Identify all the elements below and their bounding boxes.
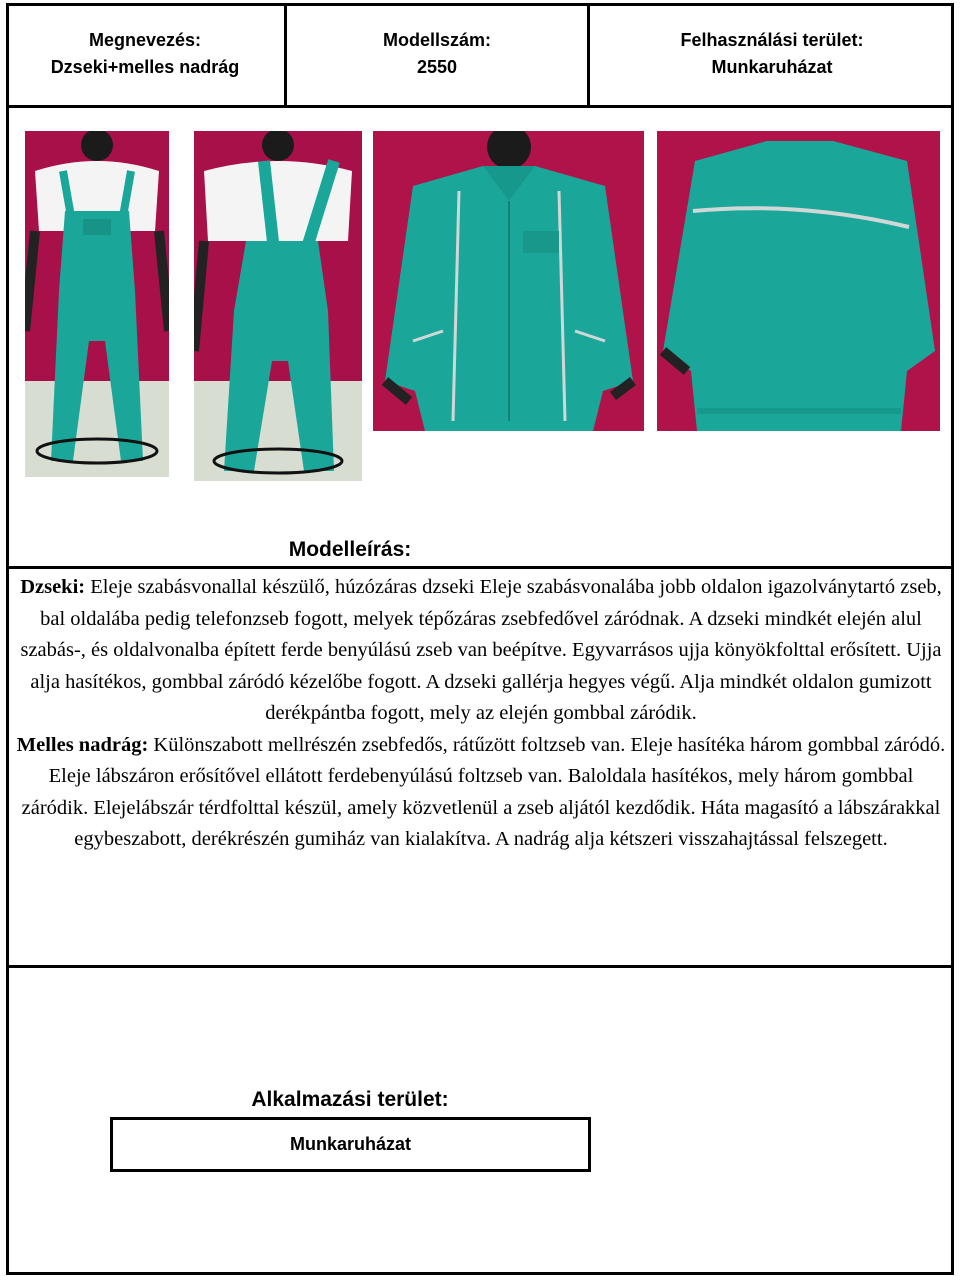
- application-box: [110, 1117, 591, 1172]
- jacket-back-photo: [657, 131, 940, 431]
- application-value: Munkaruházat: [289, 1134, 412, 1154]
- description-title: Modelleírás:: [288, 538, 412, 561]
- model-value: 2550: [416, 57, 458, 77]
- overall-label: Melles nadrág:: [16, 733, 149, 756]
- usage-label: Felhasználási terület:: [680, 30, 864, 50]
- application-title: Alkalmazási terület:: [251, 1088, 449, 1111]
- model-label: Modellszám:: [382, 30, 492, 50]
- overall-front-photo: [25, 131, 169, 477]
- name-label: Megnevezés:: [88, 30, 202, 50]
- name-value: Dzseki+melles nadrág: [50, 57, 240, 77]
- usage-cell: [590, 3, 954, 108]
- usage-value: Munkaruházat: [711, 57, 833, 77]
- name-cell: [6, 3, 287, 108]
- jacket-text: Eleje szabásvonallal készülő, húzózáras dzseki Eleje szabásvonalába jobb oldalon igazolványtartó zseb, bal oldalába pedig telefonzseb fogott, melyek tépőzáras zsebfedővel záródnak. A dzseki mindkét elején alul szabás-, és oldalvonalba épített ferde benyúlású zseb van beépítve. Egyvarrásos ujja könyökfolttal erősített. Ujja alja hasítékos, gombbal záródó kézelőbe fogott. A dzseki gallérja hegyes végű. Alja mindkét oldalon gumizott derékpántba fogott, mely az elején gombbal záródik.: [20, 576, 942, 724]
- description-body: [14, 572, 948, 856]
- description-divider: [6, 566, 954, 569]
- jacket-front-photo: [373, 131, 644, 431]
- overall-description: [14, 730, 948, 856]
- jacket-label: Dzseki:: [20, 576, 86, 598]
- model-cell: [287, 3, 590, 108]
- overall-back-photo: [194, 131, 362, 481]
- application-divider: [6, 965, 954, 968]
- jacket-description: [14, 572, 948, 730]
- overall-text: Különszabott mellrészén zsebfedős, rátűzött foltzseb van. Eleje hasítéka három gombbal záródó. Eleje lábszáron erősítővel ellátott ferdebenyúlású foltzseb van. Baloldala hasítékos, mely három gombbal záródik. Elejelábszár térdfolttal készül, amely közvetlenül a zseb aljától kezdődik. Háta magasító a lábszárakkal egybeszabott, derékrészén gumiház van kialakítva. A nadrág alja kétszeri visszahajtással felszegett.: [21, 733, 946, 850]
